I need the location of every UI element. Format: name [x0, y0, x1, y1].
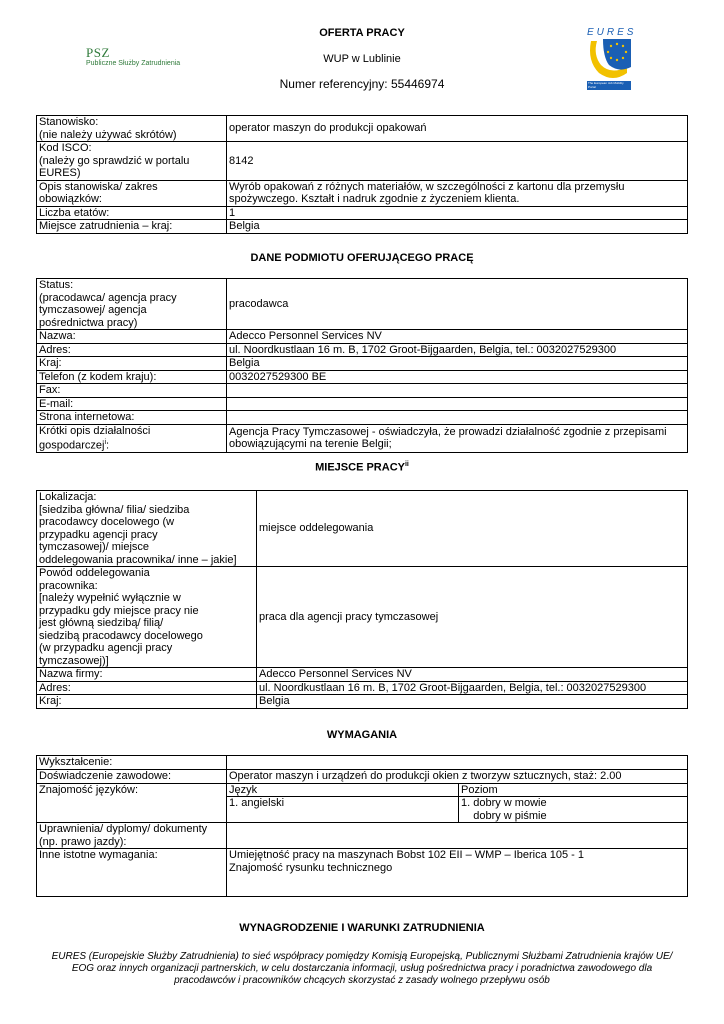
opis-label-2: gospodarczej	[39, 439, 105, 452]
level-value: 1. dobry w mowie dobry w piśmie	[459, 797, 688, 823]
level-header: Poziom	[459, 783, 688, 797]
row-label: Miejsce zatrudnienia – kraj:	[37, 220, 227, 234]
country-value: Belgia	[257, 695, 688, 709]
experience-value: Operator maszyn i urządzeń do produkcji okien z tworzyw sztucznych, staż: 2.00	[227, 770, 688, 784]
licenses-value	[227, 823, 688, 849]
requirements-section-title: WYMAGANIA	[326, 729, 398, 741]
address-value: ul. Noordkustlaan 16 m. B, 1702 Groot-Bijgaarden, Belgia, tel.: 0032027529300	[227, 343, 688, 357]
reference-number: Numer referencyjny: 55446974	[279, 77, 445, 91]
other-requirements-value: Umiejętność pracy na maszynach Bobst 102 EII – WMP – Iberica 105 - 1 Znajomość rysunku technicznego	[227, 849, 688, 897]
workplace-title-text: MIEJSCE PRACY	[315, 461, 405, 474]
row-label: Telefon (z kodem kraju):	[37, 370, 227, 384]
country-value: Belgia	[227, 357, 688, 371]
table-row	[37, 823, 688, 849]
row-label: Powód oddelegowania pracownika: [należy wypełnić wyłącznie w przypadku gdy miejsce pracy nie jest główną siedzibą/ filią/ siedzibą pracodawcy docelowego (w przypadku agencji pracy tymczasowej)]	[37, 567, 257, 668]
eures-logo	[583, 27, 635, 93]
phone-value: 0032027529300 BE	[227, 370, 688, 384]
education-value	[227, 756, 688, 770]
table-row	[37, 567, 688, 668]
row-label: Status: (pracodawca/ agencja pracy tymczasowej/ agencja pośrednictwa pracy)	[37, 279, 227, 330]
opis-label-1: Krótki opis działalności	[39, 424, 151, 437]
row-label	[37, 424, 227, 453]
company-name-value: Adecco Personnel Services NV	[227, 330, 688, 344]
table-row	[37, 384, 688, 398]
table-row	[37, 756, 688, 770]
page-title: OFERTA PRACY	[319, 27, 405, 39]
row-label: Fax:	[37, 384, 227, 398]
row-label: Kraj:	[37, 357, 227, 371]
table-row	[37, 180, 688, 206]
workplace-table	[36, 490, 688, 709]
footnote-marker: ii	[404, 461, 409, 468]
table-row	[37, 220, 688, 234]
table-row	[37, 206, 688, 220]
website-value	[227, 411, 688, 425]
psz-logo-text: Publiczne Służby Zatrudnienia	[86, 60, 181, 67]
row-label: Lokalizacja: [siedziba główna/ filia/ siedziba pracodawcy docelowego (w przypadku agencji pracy tymczasowej)/ miejsce oddelegowania pracownika/ inne – jakie]	[37, 491, 257, 567]
row-label: Wykształcenie:	[37, 756, 227, 770]
employer-section-title: DANE PODMIOTU OFERUJĄCEGO PRACĘ	[250, 252, 474, 264]
row-label: Stanowisko: (nie należy używać skrótów)	[37, 116, 227, 142]
table-row	[37, 343, 688, 357]
opis-label-end: :	[106, 439, 110, 452]
positions-count-value: 1	[227, 206, 688, 220]
row-label: Znajomość języków:	[37, 783, 227, 823]
address-value: ul. Noordkustlaan 16 m. B, 1702 Groot-Bijgaarden, Belgia, tel.: 0032027529300	[257, 681, 688, 695]
table-row	[37, 849, 688, 897]
table-row	[37, 279, 688, 330]
table-row	[37, 357, 688, 371]
location-value: miejsce oddelegowania	[257, 491, 688, 567]
company-name-value: Adecco Personnel Services NV	[257, 668, 688, 682]
row-label: Opis stanowiska/ zakres obowiązków:	[37, 180, 227, 206]
table-row	[37, 681, 688, 695]
eures-footer-note: EURES (Europejskie Służby Zatrudnienia) to sieć współpracy pomiędzy Komisją Europejską, Publicznymi Służbami Zatrudnienia krajów UE/ EOG oraz innych organizacji partnerskich, w celu dostarczania informacji, usług pośrednictwa pracy i poradnictwa zawodowego dla pracodawców i pracowników chcących skorzystać z zasady wolnego przepływu osób	[51, 951, 673, 986]
language-header: Język	[227, 783, 459, 797]
table-row	[37, 783, 688, 797]
table-row	[37, 397, 688, 411]
office-name: WUP w Lublinie	[323, 53, 401, 65]
position-value: operator maszyn do produkcji opakowań	[227, 116, 688, 142]
psz-logo-mark: PSZ	[86, 45, 110, 60]
salary-section-title: WYNAGRODZENIE I WARUNKI ZATRUDNIENIA	[239, 922, 485, 934]
row-label: Adres:	[37, 681, 257, 695]
table-row	[37, 142, 688, 181]
email-value	[227, 397, 688, 411]
eures-logo-word: EURES	[587, 27, 637, 38]
employer-table	[36, 278, 688, 453]
table-row	[37, 370, 688, 384]
row-label: Liczba etatów:	[37, 206, 227, 220]
row-label: Kraj:	[37, 695, 257, 709]
table-row	[37, 770, 688, 784]
row-label: Nazwa firmy:	[37, 668, 257, 682]
delegation-reason-value: praca dla agencji pracy tymczasowej	[257, 567, 688, 668]
row-label: E-mail:	[37, 397, 227, 411]
table-row	[37, 491, 688, 567]
row-label: Adres:	[37, 343, 227, 357]
row-label: Inne istotne wymagania:	[37, 849, 227, 897]
row-label: Nazwa:	[37, 330, 227, 344]
isco-code-value: 8142	[227, 142, 688, 181]
workplace-section-title	[262, 461, 462, 474]
eures-logo-tagline: The European Job Mobility Portal	[588, 82, 624, 89]
row-label: Doświadczenie zawodowe:	[37, 770, 227, 784]
table-row	[37, 116, 688, 142]
row-label: Kod ISCO: (należy go sprawdzić w portalu EURES)	[37, 142, 227, 181]
status-value: pracodawca	[227, 279, 688, 330]
psz-logo	[86, 46, 196, 72]
table-row	[37, 411, 688, 425]
row-label: Strona internetowa:	[37, 411, 227, 425]
table-row	[37, 668, 688, 682]
footnote-marker: i	[104, 439, 106, 446]
requirements-table	[36, 755, 688, 897]
table-row	[37, 695, 688, 709]
language-value: 1. angielski	[227, 797, 459, 823]
row-label: Uprawnienia/ dyplomy/ dokumenty (np. prawo jazdy):	[37, 823, 227, 849]
job-details-table	[36, 115, 688, 234]
country-value: Belgia	[227, 220, 688, 234]
table-row	[37, 330, 688, 344]
job-description-value: Wyrób opakowań z różnych materiałów, w szczególności z kartonu dla przemysłu spożywczego. Kształt i nadruk zgodnie z życzeniem klienta.	[227, 180, 688, 206]
table-row	[37, 424, 688, 453]
business-description-value: Agencja Pracy Tymczasowej - oświadczyła, że prowadzi działalność zgodnie z przepisami obowiązującymi na terenie Belgii;	[227, 424, 688, 453]
fax-value	[227, 384, 688, 398]
